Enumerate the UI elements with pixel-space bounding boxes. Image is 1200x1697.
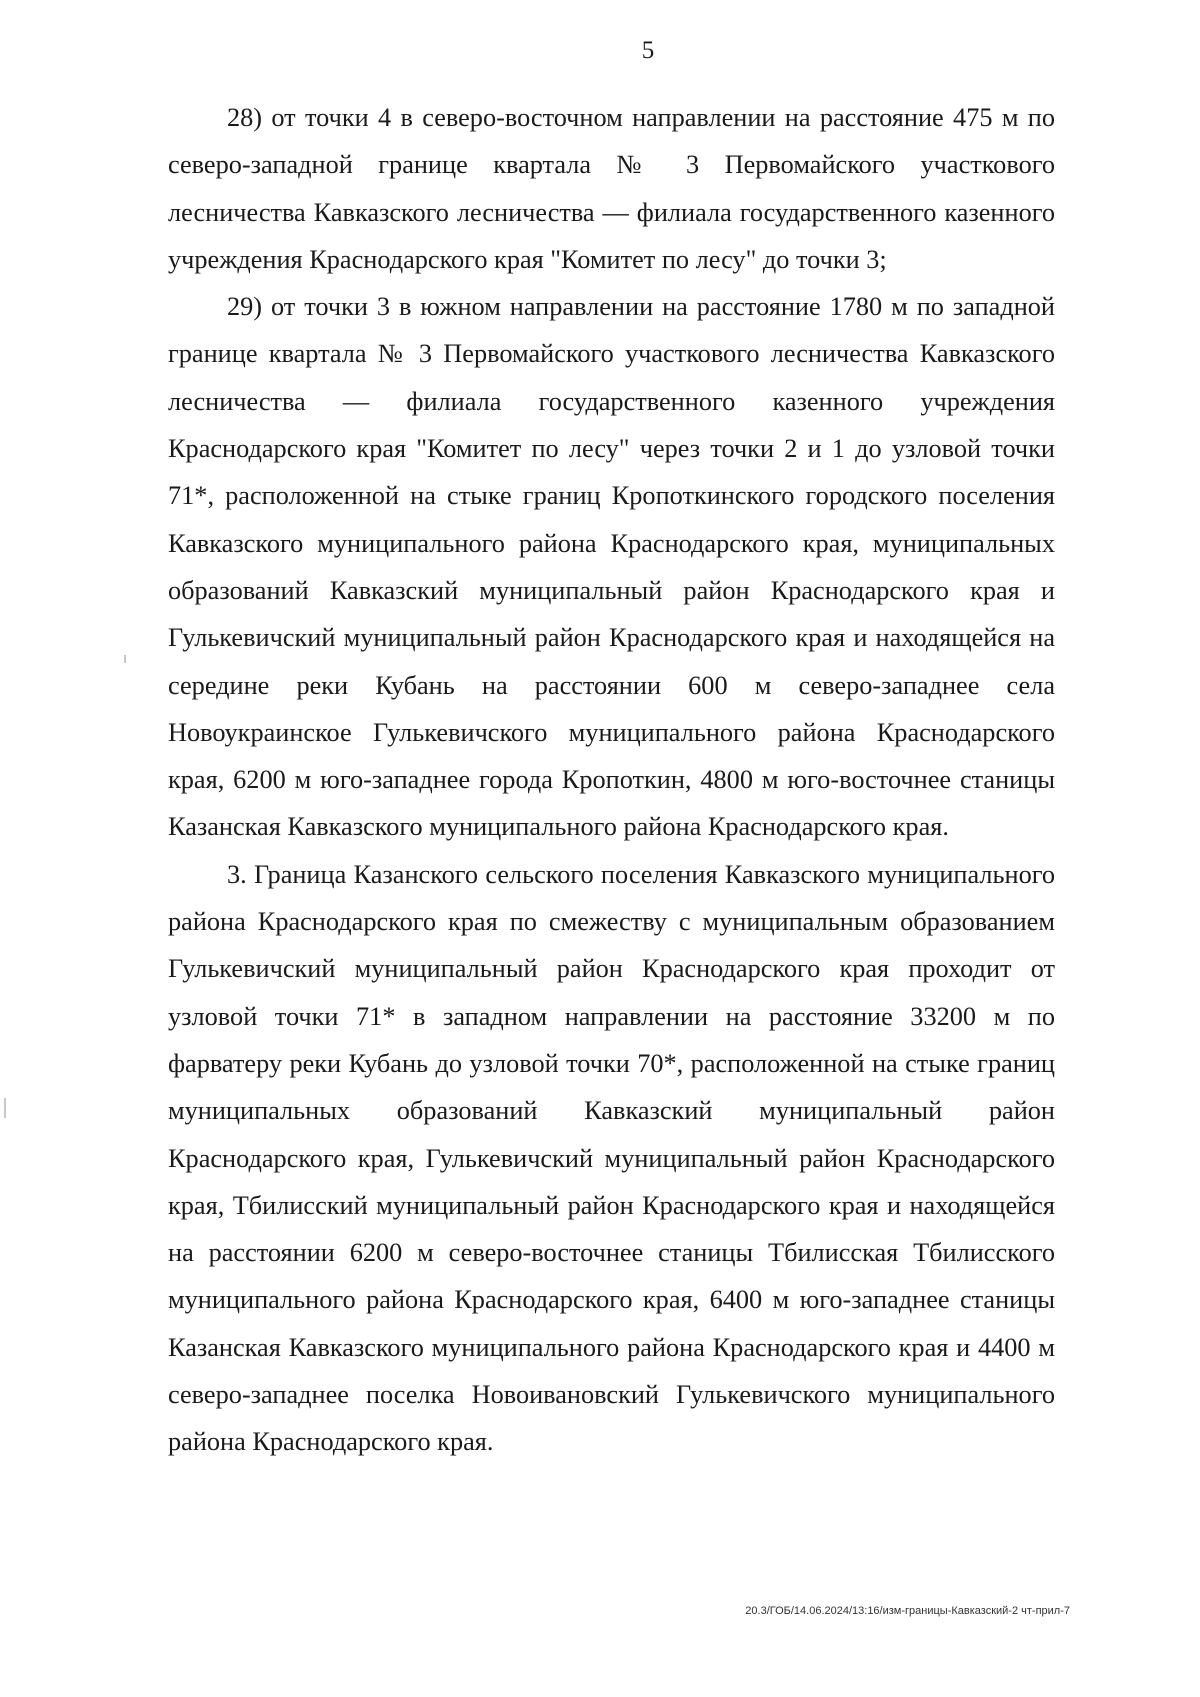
- document-body: [168, 94, 1055, 1466]
- scan-artifact: [4, 1098, 6, 1118]
- paragraph-28: 28) от точки 4 в северо-восточном направлении на расстояние 475 м по северо-западной границе квартала № 3 Первомайского участкового лесничества Кавказского лесничества — филиала государственного казенного учреждения Краснодарского края "Комитет по лесу" до точки 3;: [168, 103, 1055, 274]
- document-footer-code: 20.3/ГОБ/14.06.2024/13:16/изм-границы-Кавказский-2 чт-прил-7: [745, 1605, 1070, 1617]
- paragraph-29: 29) от точки 3 в южном направлении на расстояние 1780 м по западной границе квартала № 3 Первомайского участкового лесничества Кавказского лесничества — филиала государственного казенного учреждения Краснодарского края "Комитет по лесу" через точки 2 и 1 до узловой точки 71*, расположенной на стыке границ Кропоткинского городского поселения Кавказского муниципального района Краснодарского края, муниципальных образований Кавказский муниципальный район Краснодарского края и Гулькевичский муниципальный район Краснодарского края и находящейся на середине реки Кубань на расстоянии 600 м северо-западнее села Новоукраинское Гулькевичского муниципального района Краснодарского края, 6200 м юго-западнее города Кропоткин, 4800 м юго-восточнее станицы Казанская Кавказского муниципального района Краснодарского края.: [168, 292, 1055, 842]
- paragraph-section-3: 3. Граница Казанского сельского поселения Кавказского муниципального района Краснодарского края по смежеству с муниципальным образованием Гулькевичский муниципальный район Краснодарского края проходит от узловой точки 71* в западном направлении на расстояние 33200 м по фарватеру реки Кубань до узловой точки 70*, расположенной на стыке границ муниципальных образований Кавказский муниципальный район Краснодарского края, Гулькевичский муниципальный район Краснодарского края, Тбилисский муниципальный район Краснодарского края и находящейся на расстоянии 6200 м северо-восточнее станицы Тбилисская Тбилисского муниципального района Краснодарского края, 6400 м юго-западнее станицы Казанская Кавказского муниципального района Краснодарского края и 4400 м северо-западнее поселка Новоивановский Гулькевичского муниципального района Краснодарского края.: [168, 859, 1055, 1457]
- scan-artifact: [124, 655, 126, 663]
- page-number: 5: [641, 37, 655, 64]
